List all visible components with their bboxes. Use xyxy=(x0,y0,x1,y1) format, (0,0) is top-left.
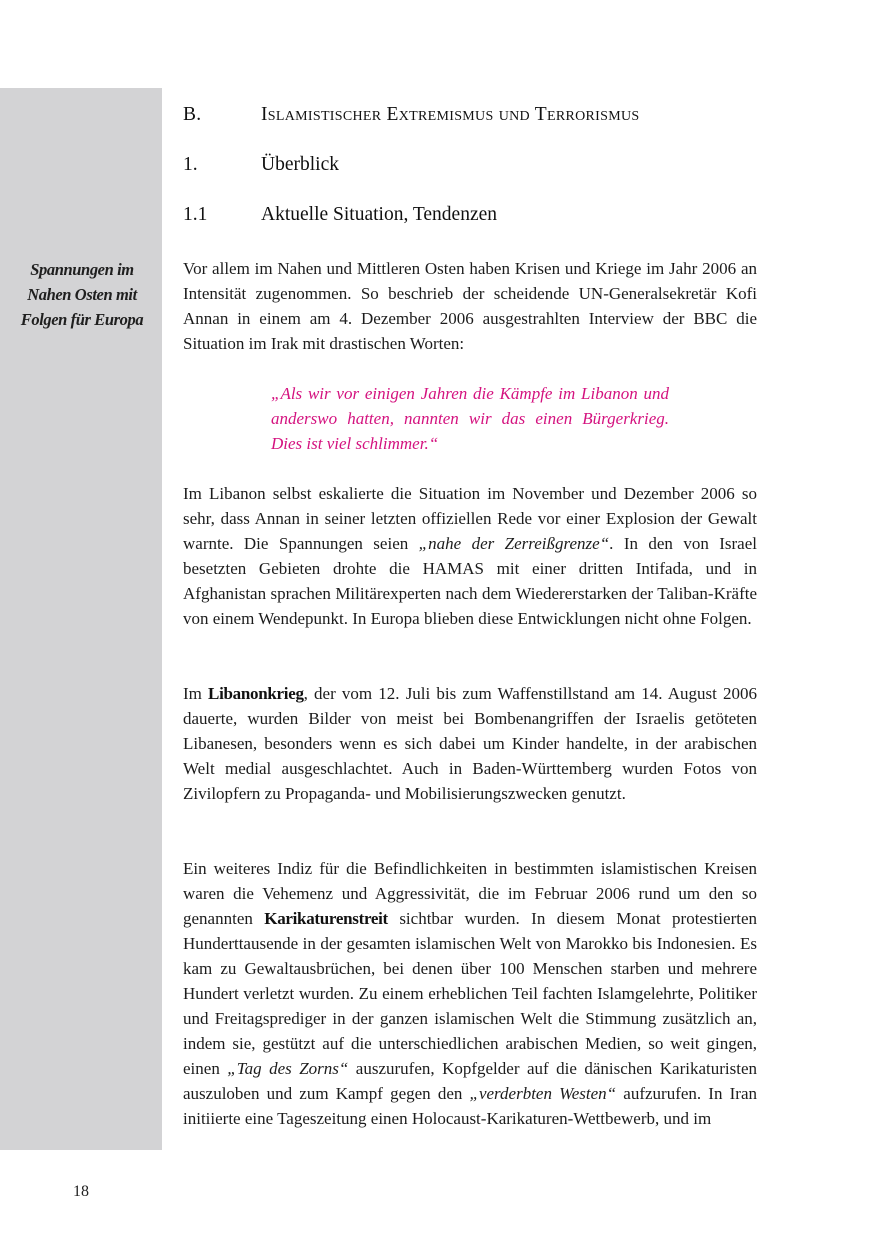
section-heading-b xyxy=(183,104,757,126)
section-heading-1 xyxy=(183,154,757,176)
text-run: aufzurufen. In Iran initiierte eine Tageszeitung einen Holocaust-Karikaturen-Wettbewerb, und im xyxy=(183,1084,757,1128)
text-run: auszurufen, Kopfgelder auf die dänischen Karikaturisten auszuloben und zum Kampf gegen den xyxy=(183,1059,757,1103)
section-heading-1-1 xyxy=(183,204,757,226)
section-number: 1.1 xyxy=(183,204,208,225)
text-run: Im Libanon selbst eskalierte die Situation im November und Dezember 2006 so sehr, dass Annan in seiner letzten offiziellen Rede vor einer Explosion der Gewalt warnte. Die Spannungen seien xyxy=(183,484,757,553)
section-number: B. xyxy=(183,104,202,125)
marginal-note-line: Folgen für Europa xyxy=(20,310,144,329)
italic-quote: „verderbten Westen“ xyxy=(469,1084,617,1103)
section-number: 1. xyxy=(183,154,198,175)
annan-quote: „Als wir vor einigen Jahren die Kämpfe im Libanon und anderswo hatten, nannten wir das einen Bürgerkrieg. Dies ist viel schlimmer.“ xyxy=(271,384,669,453)
paragraph-lebanon xyxy=(183,481,757,631)
text-run: sichtbar wurden. In diesem Monat protestierten Hunderttausende in der gesamten islamischen Welt von Marokko bis Indonesien. Es kam zu Gewaltausbrüchen, bei denen über 100 Menschen starben und mehrere Hundert verletzt wurden. Zu einem erheblichen Teil fachten Islamgelehrte, Politiker und Freitagsprediger in der ganzen islamischen Welt die Stimmung zusätzlich an, indem sie, gestützt auf die unterschiedlichen arabischen Medien, so weit gingen, einen xyxy=(183,909,758,1078)
paragraph-cartoon-dispute xyxy=(183,856,757,1131)
italic-quote: „nahe der Zerreißgrenze“ xyxy=(418,534,610,553)
section-title: Aktuelle Situation, Tendenzen xyxy=(261,204,498,225)
marginal-note-line: Nahen Osten mit xyxy=(27,285,137,304)
section-title: Überblick xyxy=(261,154,339,175)
page-number: 18 xyxy=(73,1183,89,1200)
text-run: . In den von Israel besetzten Gebieten drohte die HAMAS mit einer dritten Intifada, und in Afghanistan sprachen Militärexperten nach dem Wiedererstarken der Taliban-Kräfte von einem Wendepunkt. In Europa blieben diese Entwicklungen nicht ohne Folgen. xyxy=(183,534,757,628)
italic-quote: „Tag des Zorns“ xyxy=(227,1059,349,1078)
keyword-term: Libanonkrieg xyxy=(208,684,304,703)
text-run: , der vom 12. Juli bis zum Waffenstillstand am 14. August 2006 dauerte, wurden Bilder von meist bei Bombenangriffen der Israelis getöteten Libanesen, besonders wenn es sich dabei um Kinder handelte, in der arabischen Welt medial ausgeschlachtet. Auch in Baden-Württemberg wurden Fotos von Zivilopfern zu Propaganda- und Mobilisierungszwecken genutzt. xyxy=(183,684,758,803)
marginal-note xyxy=(6,257,158,332)
keyword-term: Karikaturenstreit xyxy=(264,909,388,928)
text-run: Ein weiteres Indiz für die Befindlichkeiten in bestimmten islamistischen Kreisen waren die Vehemenz und Aggressivität, die im Februar 2006 rund um den so genannten xyxy=(183,859,757,928)
paragraph-lebanon-war xyxy=(183,681,757,806)
section-title: Islamistischer Extremismus und Terrorismus xyxy=(261,104,640,125)
paragraph-intro: Vor allem im Nahen und Mittleren Osten haben Krisen und Kriege im Jahr 2006 an Intensität zugenommen. So beschrieb der scheidende UN-Generalsekretär Kofi Annan in einem am 4. Dezember 2006 ausgestrahlten Interview der BBC die Situation im Irak mit drastischen Worten: xyxy=(183,259,757,353)
marginal-note-line: Spannungen im xyxy=(30,260,134,279)
margin-sidebar xyxy=(0,88,162,1150)
text-run: Im xyxy=(183,684,209,703)
